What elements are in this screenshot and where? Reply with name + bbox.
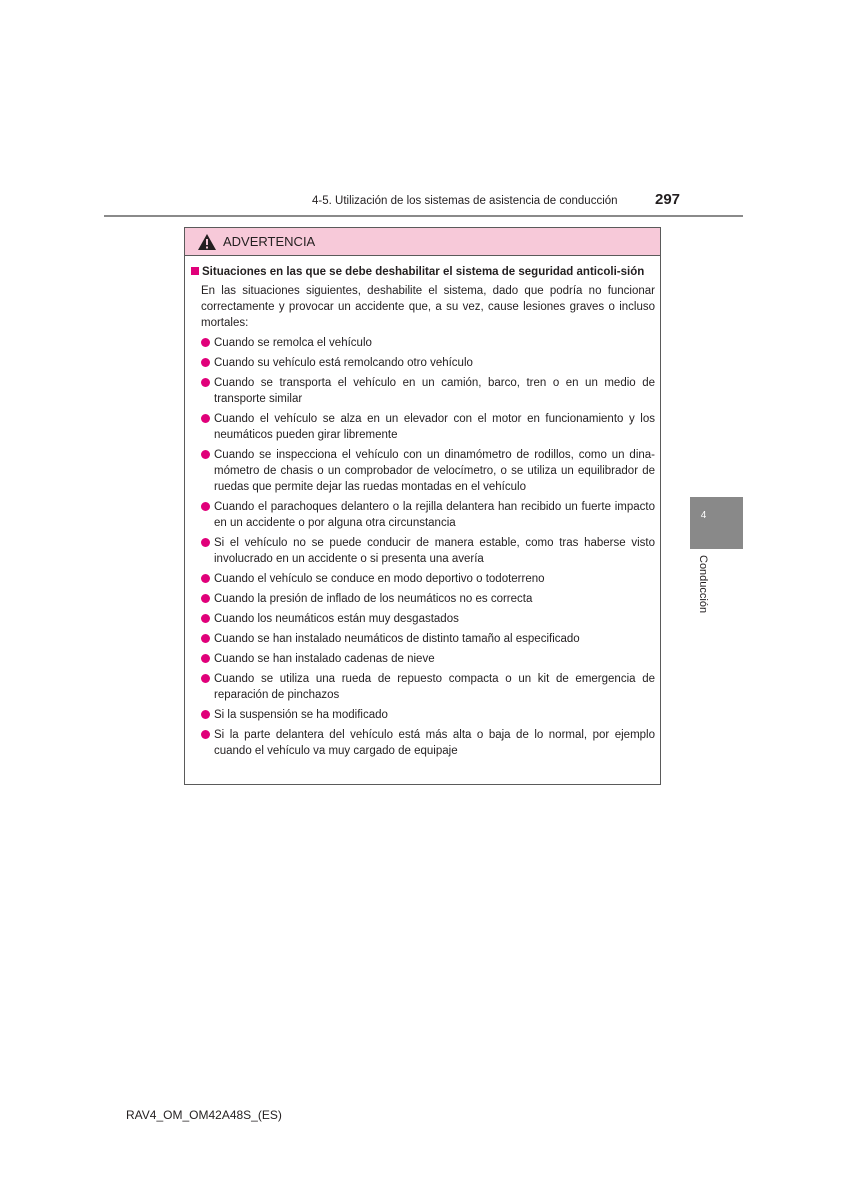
list-item [190, 447, 655, 495]
bullet-dot-icon [201, 614, 210, 623]
square-bullet-icon [191, 267, 199, 275]
page-number: 297 [655, 191, 681, 208]
header-rule [104, 215, 743, 217]
warning-body [185, 256, 660, 759]
warning-subheading-text: Situaciones en las que se debe deshabilitar el sistema de seguridad anticoli-sión [202, 266, 645, 278]
bullet-dot-icon [201, 358, 210, 367]
bullet-dot-icon [201, 710, 210, 719]
bullet-dot-icon [201, 502, 210, 511]
chapter-tab-number: 4 [700, 510, 707, 521]
list-item [190, 535, 655, 567]
list-item [190, 591, 655, 607]
list-item-text: Cuando se remolca el vehículo [214, 337, 372, 349]
bullet-dot-icon [201, 634, 210, 643]
chapter-tab-label: Conducción [697, 555, 709, 614]
chapter-tab [690, 497, 743, 549]
list-item [190, 375, 655, 407]
list-item [190, 651, 655, 667]
bullet-dot-icon [201, 574, 210, 583]
list-item [190, 631, 655, 647]
bullet-dot-icon [201, 338, 210, 347]
footer-document-code: RAV4_OM_OM42A48S_(ES) [126, 1108, 282, 1122]
bullet-dot-icon [201, 538, 210, 547]
warning-subheading [190, 264, 655, 280]
list-item-text: Cuando se han instalado neumáticos de distinto tamaño al especificado [214, 633, 580, 645]
list-item-text: Cuando el vehículo se alza en un elevador con el motor en funcionamiento y los neumáticos pueden girar libremente [214, 413, 655, 441]
list-item-text: Si la suspensión se ha modificado [214, 709, 388, 721]
list-item-text: Si el vehículo no se puede conducir de manera estable, como tras haberse visto involucrado en un accidente o si presenta una avería [214, 537, 655, 565]
bullet-dot-icon [201, 378, 210, 387]
list-item-text: Cuando los neumáticos están muy desgastados [214, 613, 459, 625]
warning-intro: En las situaciones siguientes, deshabilite el sistema, dado que podría no funcionar correctamente y provocar un accidente que, a su vez, cause lesiones graves o incluso mortales: [201, 285, 655, 329]
list-item-text: Cuando el parachoques delantero o la rejilla delantera han recibido un fuerte impacto en un accidente o por alguna otra circunstancia [214, 501, 655, 529]
bullet-dot-icon [201, 674, 210, 683]
list-item-text: Cuando se han instalado cadenas de nieve [214, 653, 435, 665]
list-item-text: Cuando se inspecciona el vehículo con un dinamómetro de rodillos, como un dina-mómetro de chasis o un comprobador de velocímetro, o se utiliza un equilibrador de ruedas que permite dejar las ruedas montadas en el vehículo [214, 449, 655, 493]
list-item [190, 499, 655, 531]
list-item-text: Cuando se transporta el vehículo en un camión, barco, tren o en un medio de transporte similar [214, 377, 655, 405]
list-item [190, 707, 655, 723]
list-item [190, 571, 655, 587]
list-item-text: Si la parte delantera del vehículo está más alta o baja de lo normal, por ejemplo cuando el vehículo va muy cargado de equipaje [214, 729, 655, 757]
list-item-text: Cuando se utiliza una rueda de repuesto compacta o un kit de emergencia de reparación de pinchazos [214, 673, 655, 701]
bullet-dot-icon [201, 730, 210, 739]
list-item [190, 611, 655, 627]
list-item-text: Cuando la presión de inflado de los neumáticos no es correcta [214, 593, 533, 605]
bullet-dot-icon [201, 450, 210, 459]
list-item [190, 355, 655, 371]
list-item [190, 727, 655, 759]
list-item [190, 411, 655, 443]
bullet-dot-icon [201, 654, 210, 663]
list-item [190, 335, 655, 351]
bullet-dot-icon [201, 594, 210, 603]
warning-list [190, 335, 655, 759]
list-item-text: Cuando el vehículo se conduce en modo deportivo o todoterreno [214, 573, 545, 585]
header-section-title: 4-5. Utilización de los sistemas de asistencia de conducción [312, 195, 618, 207]
warning-header [185, 228, 660, 256]
warning-triangle-icon [197, 233, 217, 251]
bullet-dot-icon [201, 414, 210, 423]
list-item [190, 671, 655, 703]
list-item-text: Cuando su vehículo está remolcando otro vehículo [214, 357, 473, 369]
warning-box [184, 227, 661, 785]
warning-title: ADVERTENCIA [223, 234, 316, 249]
